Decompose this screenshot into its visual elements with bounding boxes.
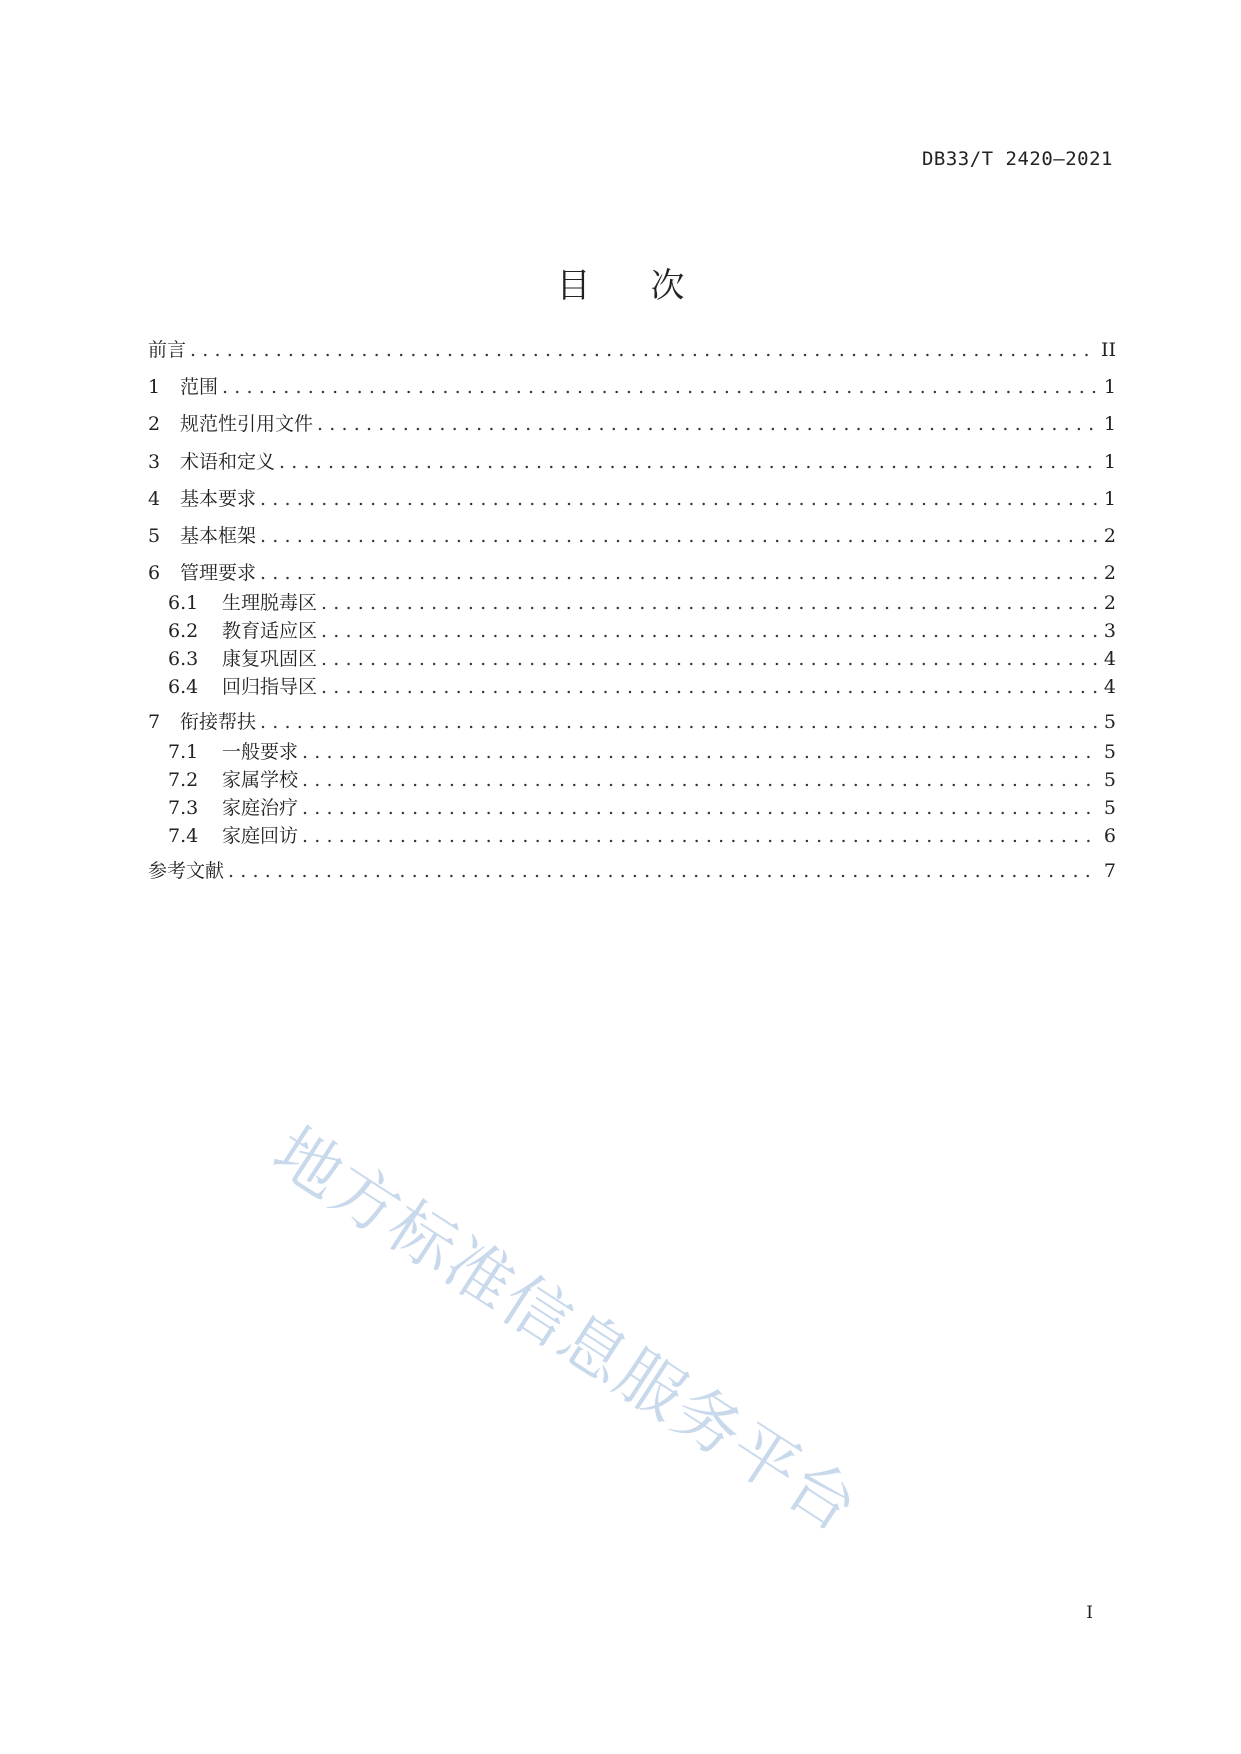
toc-entry-label: 基本要求	[180, 488, 257, 510]
toc-leader-dots	[321, 646, 1098, 672]
toc-entry-label: 前言	[148, 339, 187, 361]
toc-entry-6-1[interactable]	[168, 590, 1116, 616]
toc-leader-dots	[321, 618, 1098, 644]
toc-entry-4[interactable]	[148, 486, 1116, 512]
toc-entry-number: 6.2	[168, 620, 199, 642]
toc-entry-label: 康复巩固区	[222, 648, 318, 670]
toc-entry-label: 一般要求	[222, 741, 299, 763]
toc-entry-number: 5	[148, 525, 161, 547]
toc-entry-page: 5	[1103, 711, 1116, 733]
toc-entry-label: 家庭回访	[222, 825, 299, 847]
toc-leader-dots	[321, 590, 1098, 616]
toc-entry-page: 3	[1103, 620, 1116, 642]
toc-entry-number: 6.1	[168, 592, 199, 614]
toc-entry-page: 2	[1103, 592, 1116, 614]
toc-entry-page: 1	[1103, 413, 1116, 435]
toc-entry-number: 7.4	[168, 825, 199, 847]
toc-entry-label: 家庭治疗	[222, 797, 299, 819]
toc-entry-page: 4	[1103, 676, 1116, 698]
toc-entry-number: 2	[148, 413, 161, 435]
toc-entry-label: 回归指导区	[222, 676, 318, 698]
toc-leader-dots	[260, 709, 1098, 735]
toc-entry-7-4[interactable]	[168, 823, 1116, 849]
toc-leader-dots	[279, 449, 1098, 475]
toc-entry-page: 2	[1103, 562, 1116, 584]
toc-entry-page: 6	[1103, 825, 1116, 847]
watermark: 地方标准信息服务平台	[259, 1112, 873, 1548]
toc-entry-number: 7.2	[168, 769, 199, 791]
toc-entry-page: 1	[1103, 488, 1116, 510]
toc-entry-label: 规范性引用文件	[180, 413, 314, 435]
document-code: DB33/T 2420—2021	[921, 148, 1113, 170]
toc-leader-dots	[260, 523, 1098, 549]
toc-entry-2[interactable]	[148, 411, 1116, 437]
toc-entry-label: 基本框架	[180, 525, 257, 547]
toc-leader-dots	[190, 337, 1095, 363]
toc-entry-page: 7	[1103, 860, 1116, 882]
toc-entry-page: 5	[1103, 769, 1116, 791]
toc-entry-number: 7.1	[168, 741, 199, 763]
toc-leader-dots	[302, 739, 1098, 765]
toc-leader-dots	[222, 374, 1098, 400]
toc-entry-label: 管理要求	[180, 562, 257, 584]
toc-entry-7-2[interactable]	[168, 767, 1116, 793]
toc-leader-dots	[228, 858, 1098, 884]
toc-leader-dots	[302, 767, 1098, 793]
toc-entry-page: 5	[1103, 797, 1116, 819]
toc-entry-number: 6	[148, 562, 161, 584]
toc-entry-number: 7	[148, 711, 161, 733]
toc-entry-number: 3	[148, 451, 161, 473]
toc-entry-5[interactable]	[148, 523, 1116, 549]
toc-entry-label: 生理脱毒区	[222, 592, 318, 614]
toc-entry-6-4[interactable]	[168, 674, 1116, 700]
toc-entry-7[interactable]	[148, 709, 1116, 735]
toc-entry-number: 1	[148, 376, 161, 398]
toc-entry-label: 参考文献	[148, 860, 225, 882]
toc-entry-page: 4	[1103, 648, 1116, 670]
toc-entry-label: 术语和定义	[180, 451, 276, 473]
toc-leader-dots	[260, 486, 1098, 512]
toc-leader-dots	[302, 795, 1098, 821]
toc-leader-dots	[260, 560, 1098, 586]
toc-entry-references[interactable]	[148, 858, 1116, 884]
toc-leader-dots	[302, 823, 1098, 849]
toc-leader-dots	[321, 674, 1098, 700]
page-number: I	[1086, 1603, 1093, 1623]
toc-entry-label: 范围	[180, 376, 219, 398]
toc-entry-3[interactable]	[148, 449, 1116, 475]
toc-entry-page: 1	[1103, 451, 1116, 473]
toc-entry-number: 4	[148, 488, 161, 510]
toc-entry-6-2[interactable]	[168, 618, 1116, 644]
toc-entry-7-1[interactable]	[168, 739, 1116, 765]
toc-entry-page: 1	[1103, 376, 1116, 398]
toc-entry-number: 6.4	[168, 676, 199, 698]
toc-entry-foreword[interactable]	[148, 337, 1116, 363]
toc-entry-6[interactable]	[148, 560, 1116, 586]
toc-entry-label: 衔接帮扶	[180, 711, 257, 733]
toc-entry-1[interactable]	[148, 374, 1116, 400]
toc-entry-page: 5	[1103, 741, 1116, 763]
toc-leader-dots	[317, 411, 1098, 437]
toc-entry-number: 7.3	[168, 797, 199, 819]
toc-entry-number: 6.3	[168, 648, 199, 670]
toc-entry-page: II	[1100, 339, 1116, 361]
toc-entry-page: 2	[1103, 525, 1116, 547]
page-title: 目次	[556, 266, 745, 306]
toc-entry-7-3[interactable]	[168, 795, 1116, 821]
toc-entry-label: 教育适应区	[222, 620, 318, 642]
toc-entry-6-3[interactable]	[168, 646, 1116, 672]
toc-entry-label: 家属学校	[222, 769, 299, 791]
